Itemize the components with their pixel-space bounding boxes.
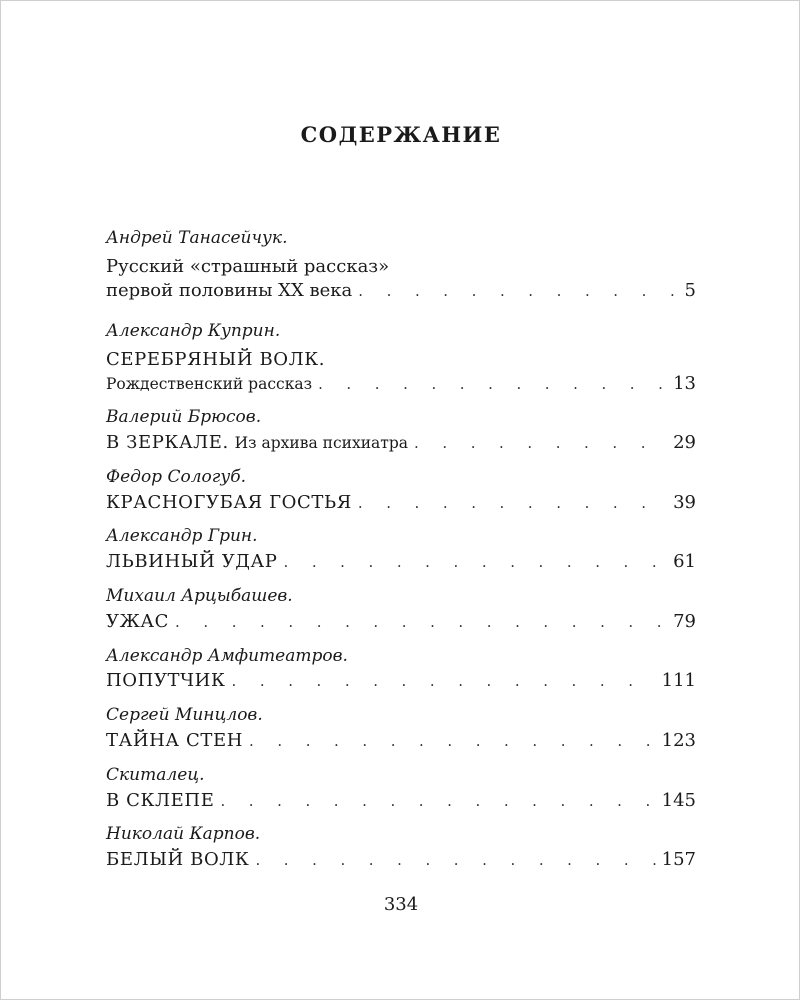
toc-entry-row[interactable] (106, 550, 696, 574)
toc-page-number: 29 (673, 432, 696, 453)
toc-page-number: 111 (661, 670, 696, 691)
toc-title: УЖАС (106, 611, 170, 632)
toc-entry-row[interactable] (106, 372, 696, 396)
dot-leader (284, 550, 668, 574)
dot-leader (220, 789, 655, 813)
toc-page-number: 13 (673, 373, 696, 394)
toc-author: Сергей Минцлов. (106, 705, 263, 725)
toc-entry-row[interactable] (106, 848, 696, 872)
toc-title: СЕРЕБРЯНЫЙ ВОЛК. (106, 349, 326, 370)
toc-title: ТАЙНА СТЕН (106, 730, 244, 751)
toc-entry-row[interactable] (106, 491, 696, 515)
toc-author: Скиталец. (106, 765, 205, 785)
dot-leader (249, 729, 656, 753)
toc-title: ПОПУТЧИК (106, 670, 226, 691)
toc-author: Николай Карпов. (106, 824, 261, 844)
toc-title: первой половины XX века (106, 280, 353, 301)
dot-leader (358, 279, 678, 303)
toc-entry-row[interactable] (106, 789, 696, 813)
toc-title: КРАСНОГУБАЯ ГОСТЬЯ (106, 492, 352, 513)
toc-page-number: 39 (673, 492, 696, 513)
toc-title: В ЗЕРКАЛЕ. (106, 432, 229, 453)
toc-author: Александр Грин. (106, 526, 258, 546)
dot-leader (414, 431, 667, 455)
dot-leader (175, 610, 667, 634)
toc-page-number: 5 (684, 280, 696, 301)
dot-leader (358, 491, 667, 515)
toc-author: Андрей Танасейчук. (106, 228, 288, 248)
toc-page-number: 157 (661, 849, 696, 870)
toc-author: Федор Сологуб. (106, 467, 247, 487)
toc-page-number: 123 (661, 730, 696, 751)
toc-entry-row[interactable] (106, 669, 696, 693)
toc-title: В СКЛЕПЕ (106, 790, 215, 811)
toc-title: ЛЬВИНЫЙ УДАР (106, 551, 278, 572)
page-title: СОДЕРЖАНИЕ (300, 122, 502, 147)
toc-page-number: 145 (661, 790, 696, 811)
toc-entry-row[interactable] (106, 431, 696, 455)
toc-page-number: 79 (673, 611, 696, 632)
toc-page-number: 61 (673, 551, 696, 572)
toc-entry-row[interactable] (106, 610, 696, 634)
toc-entry-row[interactable] (106, 729, 696, 753)
page-number: 334 (383, 894, 419, 915)
toc-author: Валерий Брюсов. (106, 407, 262, 427)
dot-leader (232, 669, 656, 693)
toc-subtitle: Рождественский рассказ (106, 375, 313, 393)
dot-leader (255, 848, 655, 872)
toc-title-line: Русский «страшный рассказ» (106, 256, 390, 277)
dot-leader (318, 372, 667, 396)
toc-author: Михаил Арцыбашев. (106, 586, 293, 606)
toc-entry-row[interactable] (106, 279, 696, 303)
toc-author: Александр Амфитеатров. (106, 646, 348, 666)
toc-author: Александр Куприн. (106, 321, 281, 341)
toc-subtitle: Из архива психиатра (234, 434, 409, 452)
toc-title: БЕЛЫЙ ВОЛК (106, 849, 250, 870)
